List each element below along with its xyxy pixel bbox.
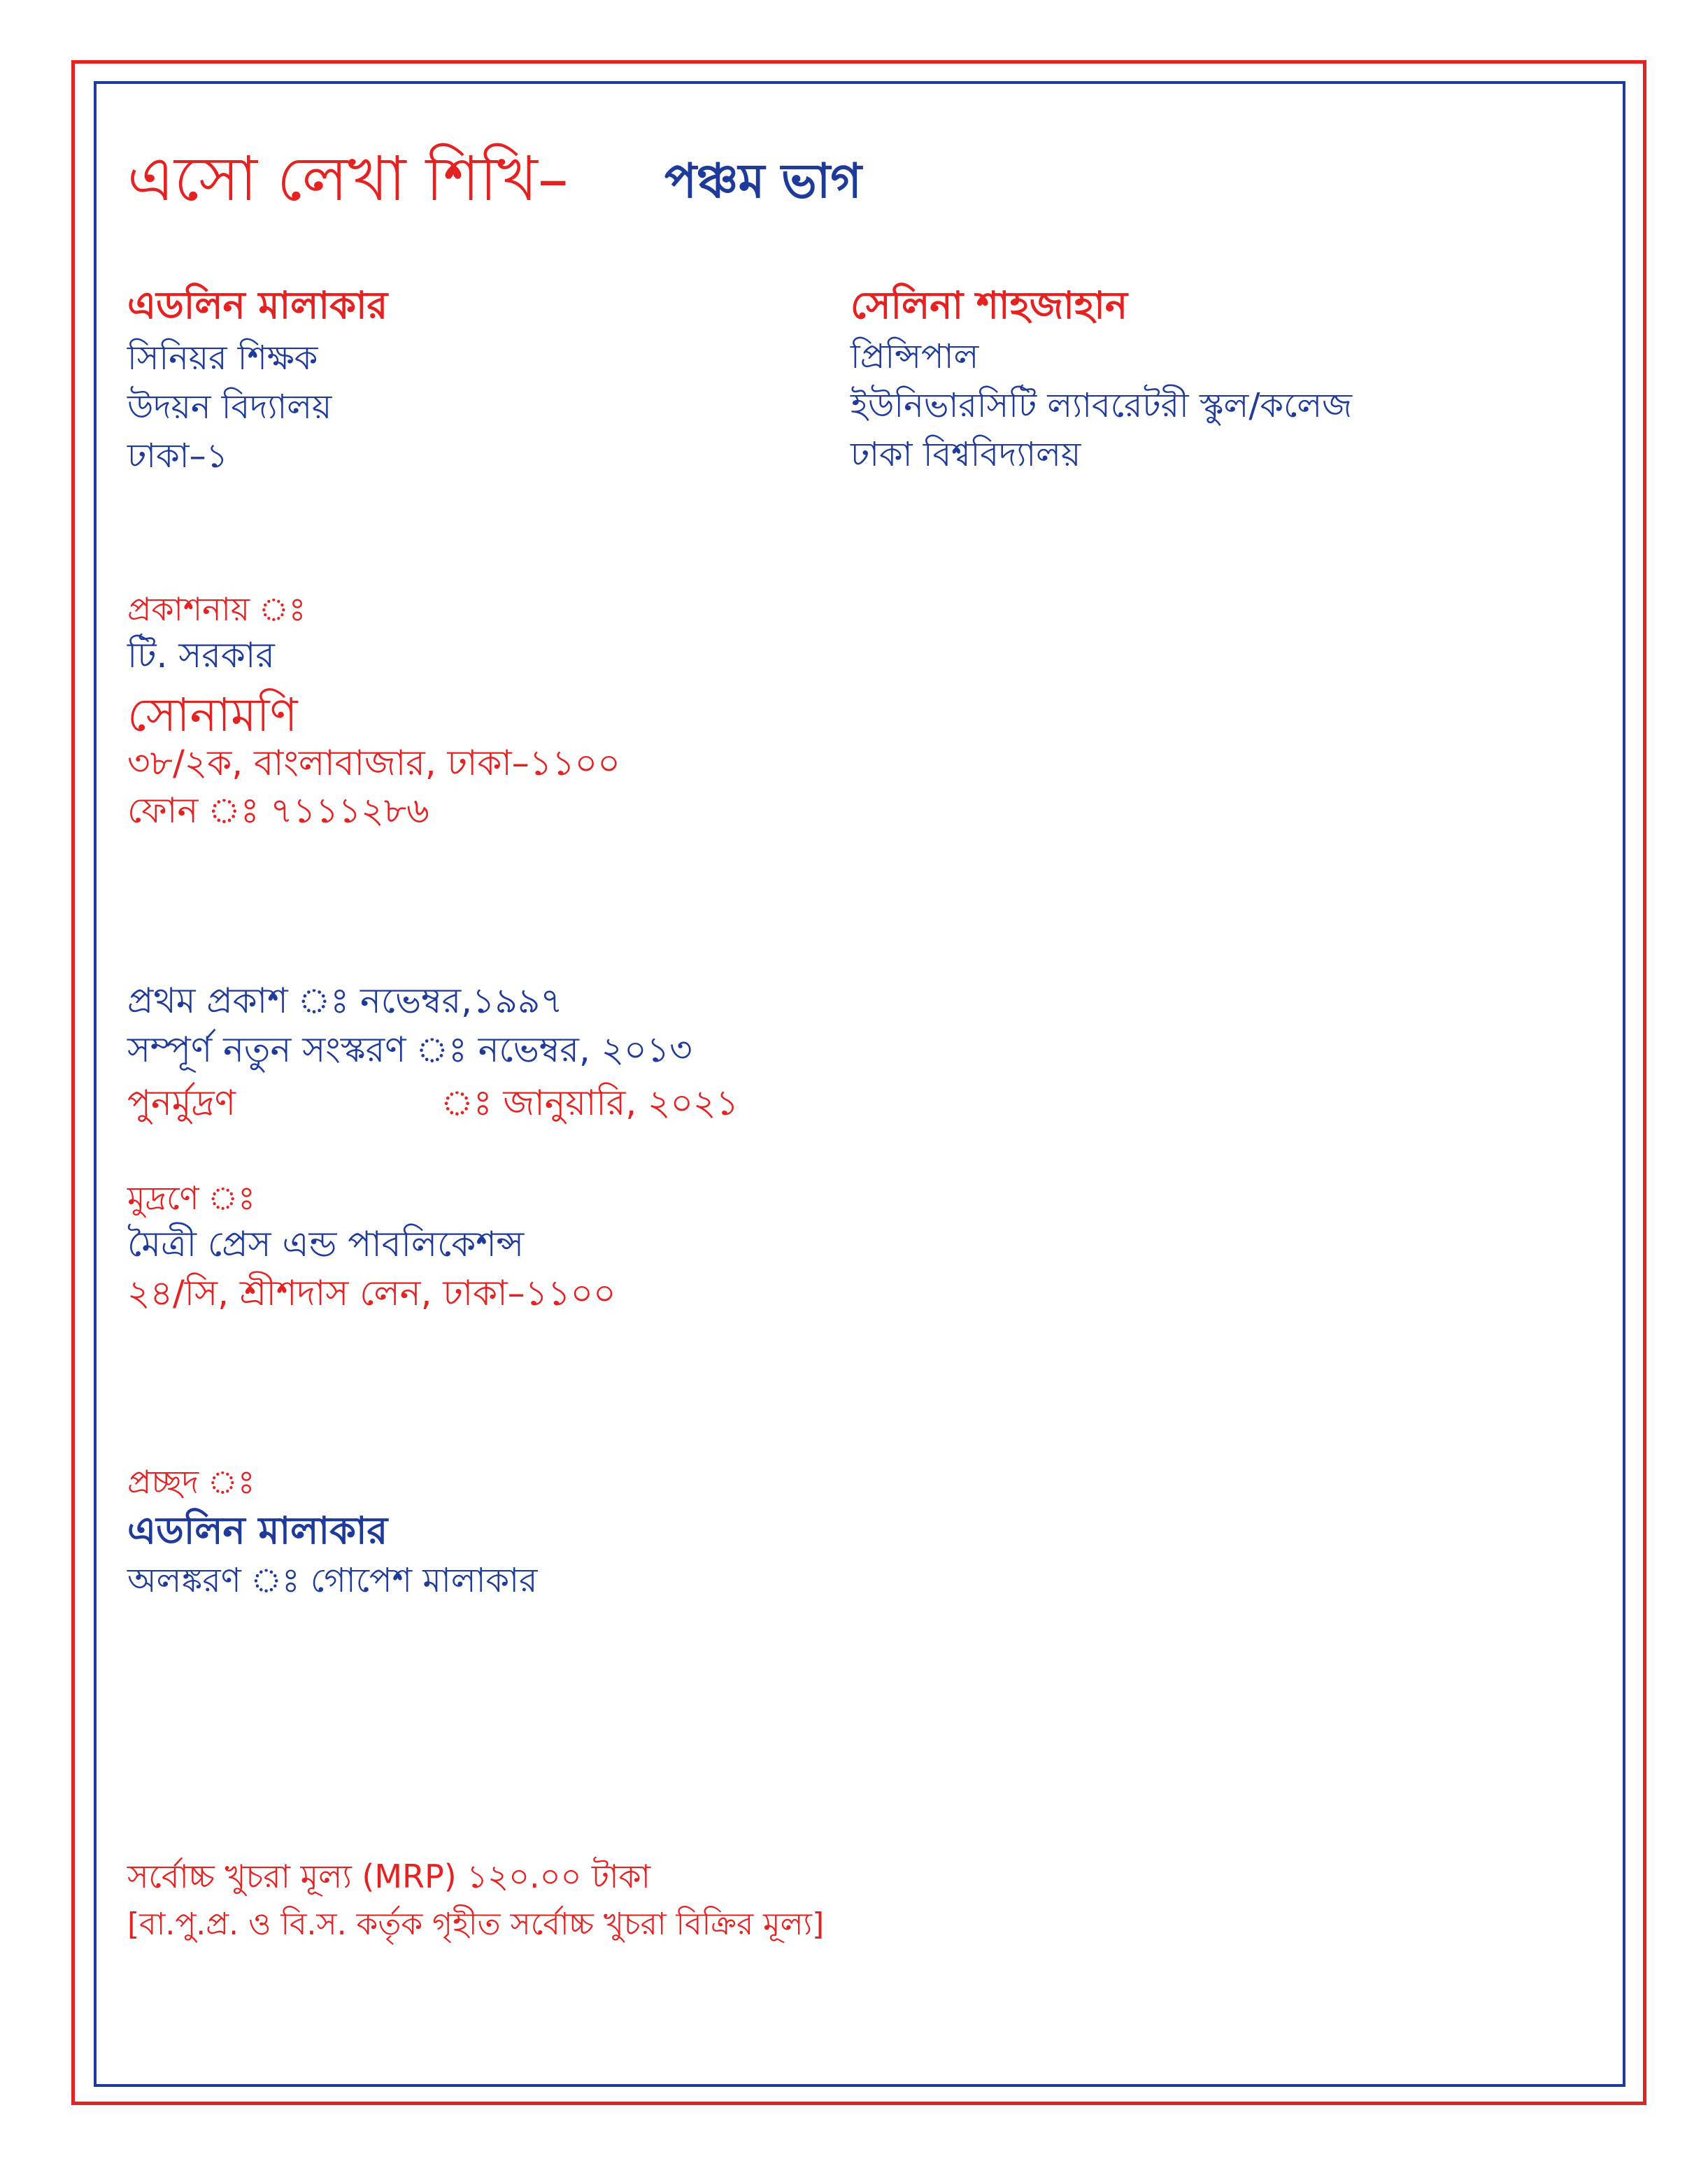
author-2-line-3: ঢাকা বিশ্ববিদ্যালয় — [851, 435, 1081, 474]
new-edition: সম্পূর্ণ নতুন সংস্করণ ঃ নভেম্বর, ২০১৩ — [127, 1029, 692, 1070]
inner-border — [94, 81, 1625, 2087]
price-note: [বা.পু.প্র. ও বি.স. কর্তৃক গৃহীত সর্বোচ্চ খুচরা বিক্রির মূল্য] — [127, 1906, 825, 1942]
publisher-phone: ফোন ঃ ৭১১১২৮৬ — [127, 790, 429, 831]
cover-artist: এডলিন মালাকার — [127, 1509, 388, 1553]
first-edition: প্রথম প্রকাশ ঃ নভেম্বর,১৯৯৭ — [127, 981, 563, 1021]
cover-label: প্রচ্ছদ ঃ — [127, 1463, 255, 1501]
author-1-line-1: সিনিয়র শিক্ষক — [127, 338, 318, 378]
printer-label: মুদ্রণে ঃ — [127, 1179, 255, 1217]
reprint-label: পুনর্মুদ্রণ — [127, 1083, 236, 1123]
author-2-line-1: প্রিন্সিপাল — [851, 337, 979, 376]
book-part: পঞ্চম ভাগ — [664, 154, 862, 209]
publisher-label: প্রকাশনায় ঃ — [127, 590, 306, 628]
book-title: এসো লেখা শিখি– — [127, 143, 569, 215]
publisher-person: টি. সরকার — [127, 635, 275, 676]
publisher-address: ৩৮/২ক, বাংলাবাজার, ঢাকা–১১০০ — [127, 743, 620, 783]
author-1-line-2: উদয়ন বিদ্যালয় — [127, 387, 332, 427]
publisher-brand: সোনামণি — [127, 688, 298, 742]
mrp-price: সর্বোচ্চ খুচরা মূল্য (MRP) ১২০.০০ টাকা — [127, 1857, 650, 1895]
printer-name: মৈত্রী প্রেস এন্ড পাবলিকেশন্স — [127, 1224, 525, 1264]
author-2-line-2: ইউনিভারসিটি ল্যাবরেটরী স্কুল/কলেজ — [851, 386, 1353, 425]
printer-address: ২৪/সি, শ্রীশদাস লেন, ঢাকা–১১০০ — [127, 1273, 616, 1313]
author-1-name: এডলিন মালাকার — [127, 283, 388, 327]
reprint-value: ঃ জানুয়ারি, ২০২১ — [441, 1083, 739, 1123]
author-2-name: সেলিনা শাহজাহান — [851, 283, 1128, 327]
cover-decoration: অলঙ্করণ ঃ গোপেশ মালাকার — [127, 1561, 538, 1600]
author-1-line-3: ঢাকা–১ — [127, 436, 228, 476]
